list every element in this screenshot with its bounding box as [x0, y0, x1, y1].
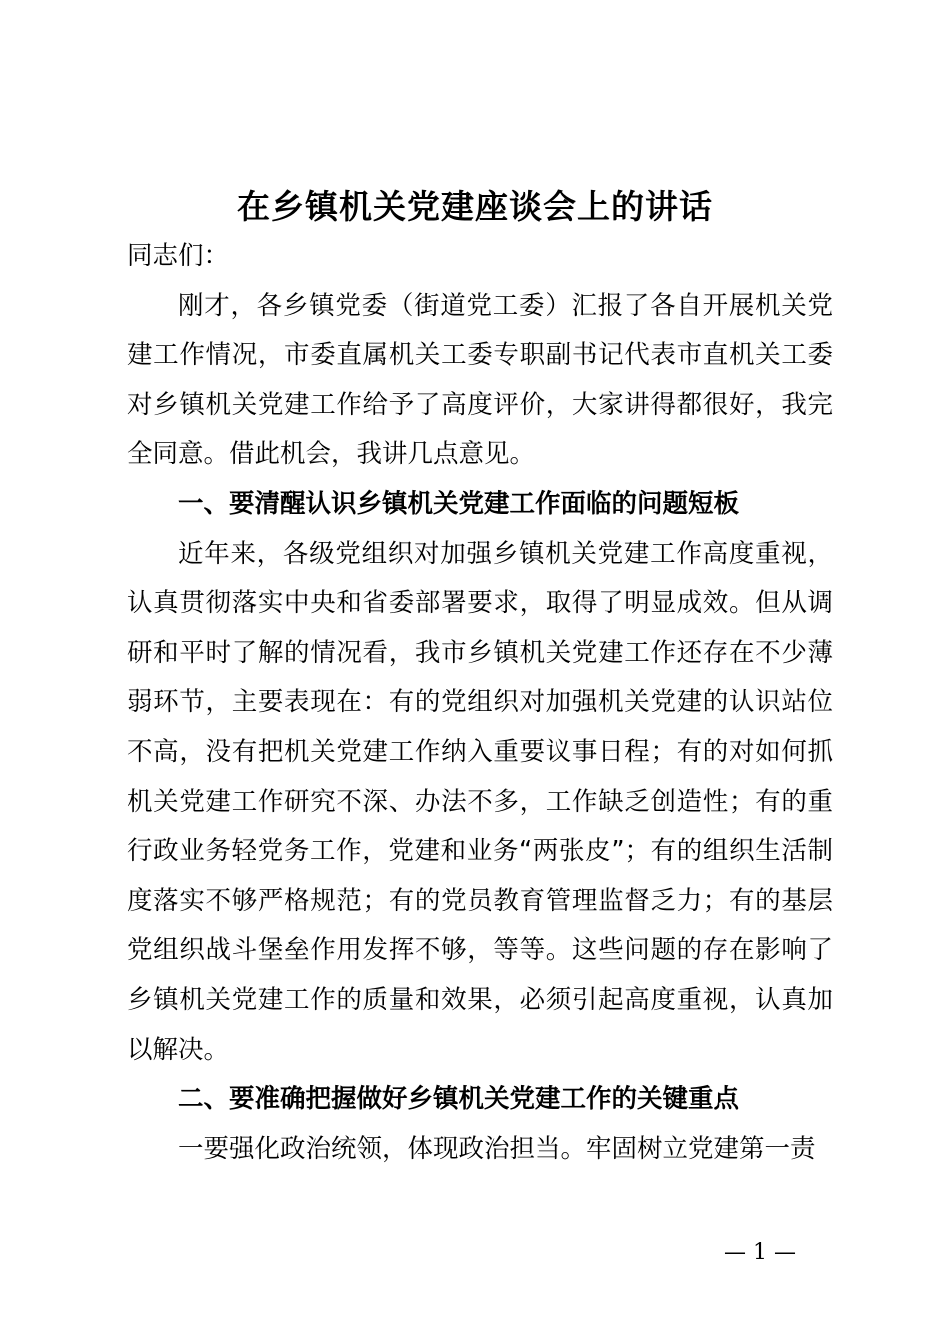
paragraph-problems: 近年来，各级党组织对加强乡镇机关党建工作高度重视，认真贯彻落实中央和省委部署要求，取得了明显成效。但从调研和平时了解的情况看，我市乡镇机关党建工作还存在不少薄弱环节，主要表现在：有的党组织对加强机关党建的认识站位不高，没有把机关党建工作纳入重要议事日程；有的对如何抓机关党建工作研究不深、办法不多，工作缺乏创造性；有的重行政业务轻党务工作，党建和业务“两张皮”；有的组织生活制度落实不够严格规范；有的党员教育管理监督乏力；有的基层党组织战斗堡垒作用发挥不够，等等。这些问题的存在影响了乡镇机关党建工作的质量和效果，必须引起高度重视，认真加以解决。: [127, 538, 833, 1065]
section-heading-1: 一、要清醒认识乡镇机关党建工作面临的问题短板: [178, 488, 740, 519]
salutation: 同志们：: [127, 241, 230, 271]
document-title: 在乡镇机关党建座谈会上的讲话: [237, 187, 713, 226]
paragraph-intro: 刚才，各乡镇党委（街道党工委）汇报了各自开展机关党建工作情况，市委直属机关工委专职副书记代表市直机关工委对乡镇机关党建工作给予了高度评价，大家讲得都很好，我完全同意。借此机会，我讲几点意见。: [127, 290, 833, 470]
document-body: [127, 232, 833, 1174]
paragraph-point-one: 一要强化政治统领，体现政治担当。牢固树立党建第一责: [178, 1133, 816, 1164]
section-heading-2: 二、要准确把握做好乡镇机关党建工作的关键重点: [178, 1084, 740, 1115]
page-number: — 1 —: [724, 1240, 796, 1265]
